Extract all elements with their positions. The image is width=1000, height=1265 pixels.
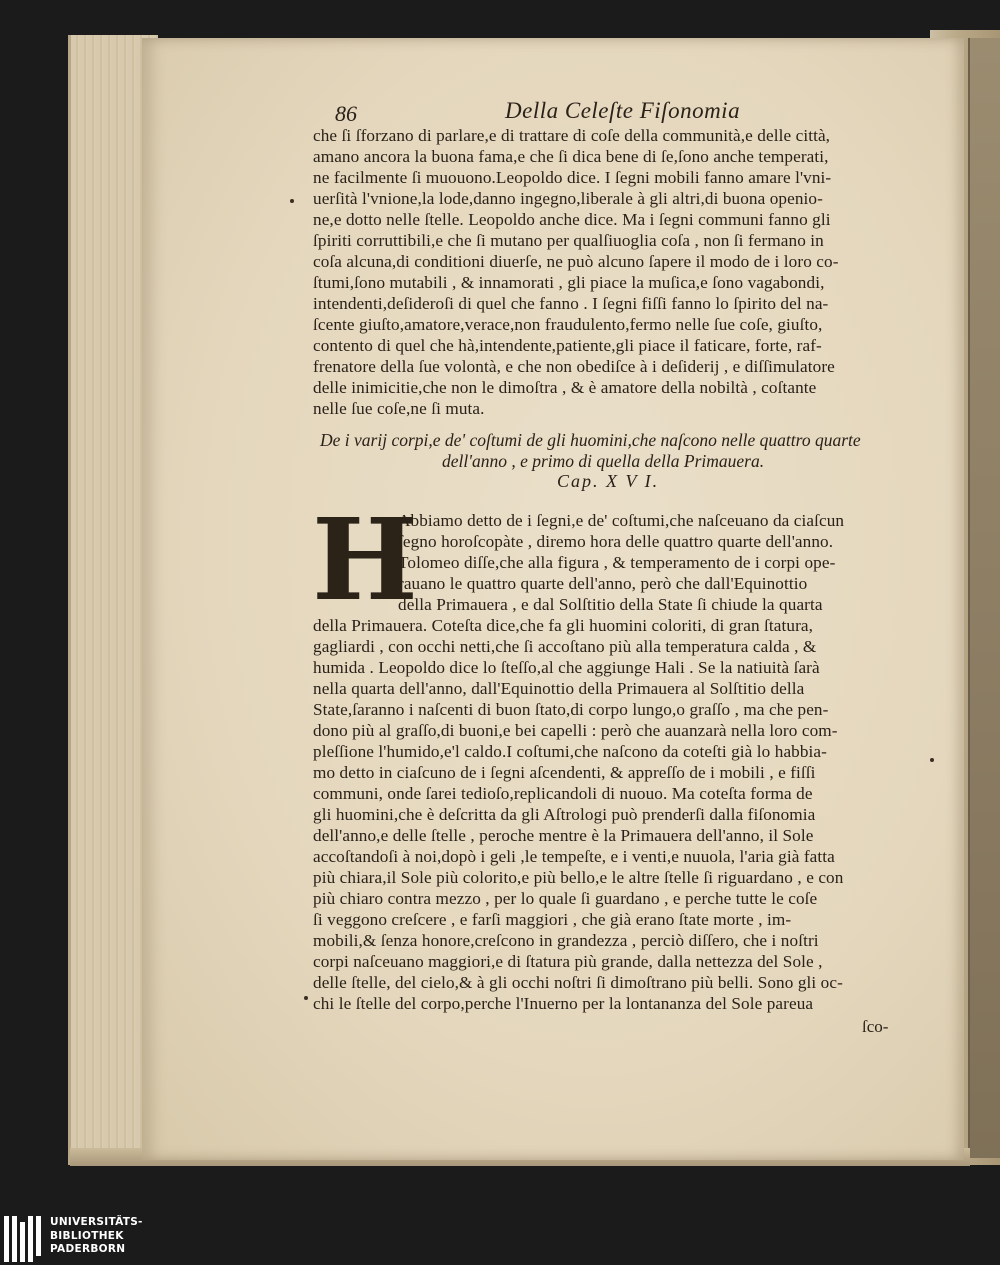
catchword: ſco-	[862, 1017, 889, 1036]
text-line: dell'anno,e delle ſtelle , peroche mentre è la Primauera dell'anno, il Sole	[313, 826, 814, 845]
margin-dot	[290, 199, 294, 203]
text-line: delle ſtelle, del cielo,& à gli occhi noſtri ſi dimoſtrano più belli. Sono gli oc-	[313, 973, 843, 992]
library-footer	[0, 1212, 1000, 1265]
text-line: communi, onde ſarei tedioſo,replicandoli di nuouo. Ma coteſta forma de	[313, 784, 813, 803]
text-line: contento di quel che hà,intendente,patiente,gli piace il faticare, forte, raf-	[313, 336, 822, 355]
text-line: ne facilmente ſi muouono.Leopoldo dice. I ſegni mobili fanno amare l'vni-	[313, 168, 832, 187]
text-line: mo detto in ciaſcuno de i ſegni aſcendenti, & appreſſo de i mobili , e fiſſi	[313, 763, 816, 782]
text-line: State,ſaranno i naſcenti di buon ſtato,di corpo lungo,o graſſo , ma che pen-	[313, 700, 829, 719]
text-line: gli huomini,che è deſcritta da gli Aſtrologi può prenderſi dalla fiſonomia	[313, 805, 816, 824]
chapter-heading: De i varij corpi,e de' coſtumi de gli huomini,che naſcono nelle quattro quarte	[320, 430, 861, 450]
text-line: rauano le quattro quarte dell'anno, però che dall'Equinottio	[398, 574, 808, 593]
chapter-heading-line2: dell'anno , e primo di quella della Primauera.	[442, 451, 765, 471]
text-line: Abbiamo detto de i ſegni,e de' coſtumi,che naſceuano da ciaſcun	[398, 511, 845, 530]
text-line: ne,e dotto nelle ſtelle. Leopoldo anche dice. Ma i ſegni communi fanno gli	[313, 210, 831, 229]
drop-cap-initial: H	[312, 495, 418, 626]
text-line: nelle ſue coſe,ne ſi muta.	[313, 399, 485, 418]
text-line: più chiaro contra mezzo , per lo quale ſi guardano , e perche tutte le coſe	[313, 889, 818, 908]
book-cover-board	[968, 38, 1000, 1158]
library-name-line3: PADERBORN	[50, 1243, 126, 1255]
text-line: più chiara,il Sole più colorito,e più bello,e le altre ſtelle ſi riguardano , e con	[313, 868, 844, 887]
text-line: amano ancora la buona fama,e che ſi dica bene di ſe,ſono anche temperati,	[313, 147, 829, 166]
text-line: pleſſione l'humido,e'l caldo.I coſtumi,che naſcono da coteſti già lo habbia-	[313, 742, 827, 761]
text-line: della Primauera. Coteſta dice,che fa gli huomini coloriti, di gran ſtatura,	[313, 616, 814, 635]
library-name	[50, 1216, 143, 1257]
text-line: humida . Leopoldo dice lo ſteſſo,al che aggiunge Hali . Se la natiuità ſarà	[313, 658, 820, 677]
text-line: ſcente giuſto,amatore,verace,non fraudulento,fermo nelle ſue coſe, giuſto,	[313, 315, 823, 334]
text-line: gagliardi , con occhi netti,che ſi accoſtano più alla temperatura calda , &	[313, 637, 817, 656]
margin-dot	[304, 996, 308, 1000]
text-line: Tolomeo diſſe,che alla figura , & temperamento de i corpi ope-	[398, 553, 836, 572]
text-line: corpi naſceuano maggiori,e di ſtatura più grande, dalla nettezza del Sole ,	[313, 952, 823, 971]
text-line: intendenti,deſideroſi di quel che fanno . I ſegni fiſſi fanno lo ſpirito del na-	[313, 294, 829, 313]
text-line: accoſtandoſi à noi,dopò i geli ,le tempeſte, e i venti,e nuuola, l'aria già fatta	[313, 847, 835, 866]
text-line: chi le ſtelle del corpo,perche l'Inuerno per la lontananza del Sole pareua	[313, 994, 814, 1013]
page-number: 86	[335, 101, 357, 126]
text-line: uerſità l'vnione,la lode,danno ingegno,liberale à gli altri,di buona openio-	[313, 189, 823, 208]
text-line: ſi veggono creſcere , e farſi maggiori , che già erano ſtate morte , im-	[313, 910, 792, 929]
text-line: della Primauera , e dal Solſtitio della State ſi chiude la quarta	[398, 595, 823, 614]
library-logo-icon	[4, 1216, 44, 1262]
library-name-line1: UNIVERSITÄTS-	[50, 1216, 143, 1228]
text-line: ſpiriti corruttibili,e che ſi mutano per qualſiuoglia coſa , non ſi fermano in	[313, 231, 824, 250]
chapter-number: Cap. X V I.	[557, 471, 660, 491]
text-line: ſtumi,ſono mutabili , & innamorati , gli piace la muſica,e ſono vagabondi,	[313, 273, 825, 292]
text-line: ſegno horoſcopàte , diremo hora delle quattro quarte dell'anno.	[398, 532, 834, 551]
library-name-line2: BIBLIOTHEK	[50, 1229, 124, 1242]
text-line: coſa alcuna,di conditioni diuerſe, ne può alcuno ſapere il modo de i loro co-	[313, 252, 839, 271]
text-line: che ſi ſforzano di parlare,e di trattare di coſe della communità,e delle città,	[313, 126, 831, 145]
text-line: mobili,& ſenza honore,creſcono in grandezza , perciò diſſero, che i noſtri	[313, 931, 819, 950]
margin-dot	[930, 758, 934, 762]
text-line: dono più al graſſo,di buoni,e bei capelli : però che auanzarà nella loro com-	[313, 721, 838, 740]
text-line: nella quarta dell'anno, dall'Equinottio della Primauera al Solſtitio della	[313, 679, 805, 698]
text-line: delle inimicitie,che non le dimoſtra , & è amatore della nobiltà , coſtante	[313, 378, 817, 397]
text-line: frenatore della ſue volontà, e che non obediſce à i deſiderij , e diſſimulatore	[313, 357, 835, 376]
running-head: Della Celeſte Fiſonomia	[505, 98, 741, 123]
